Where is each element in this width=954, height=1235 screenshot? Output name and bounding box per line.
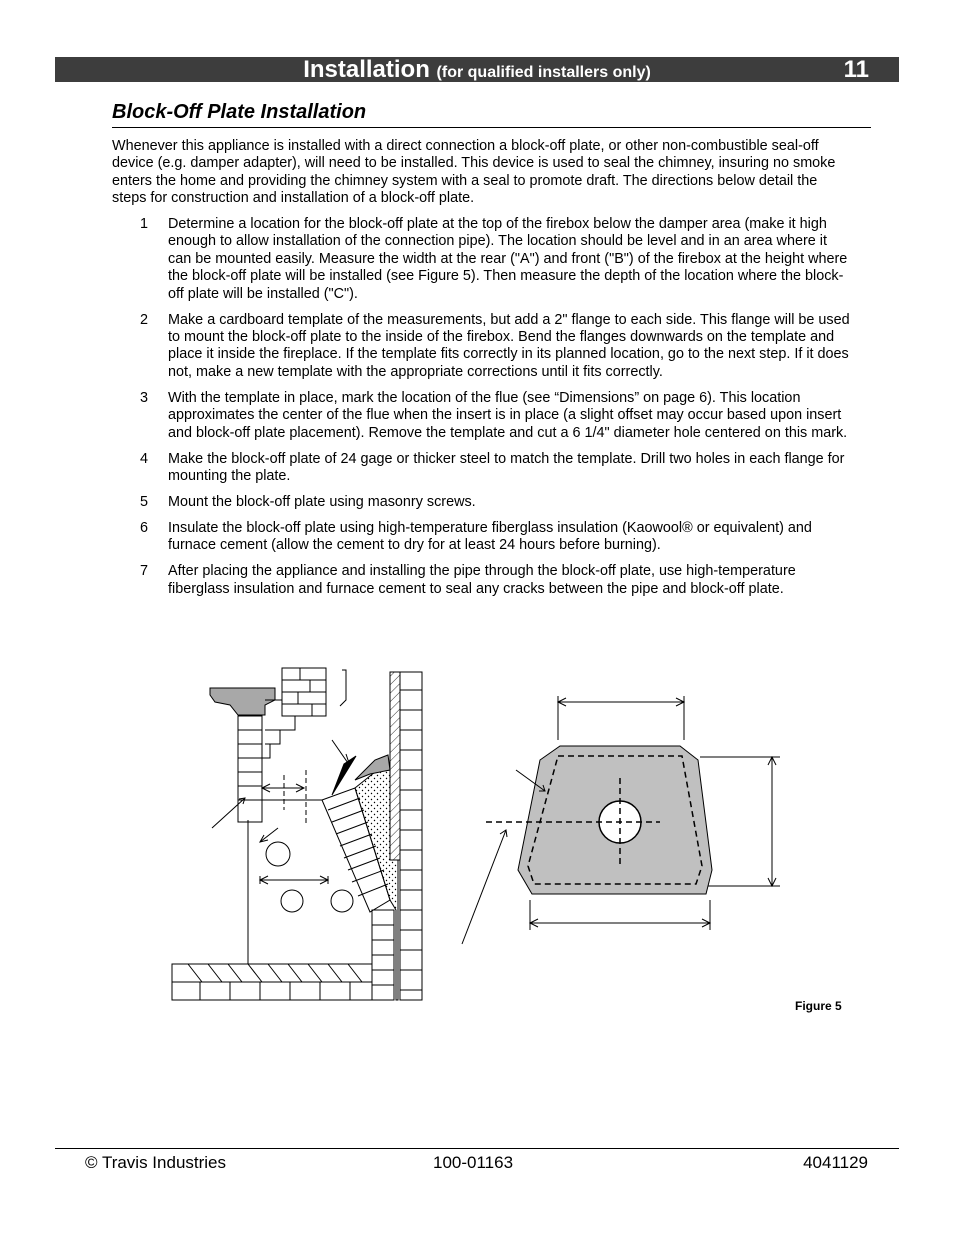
figure-caption: Figure 5 [795,999,842,1013]
fireplace-cross-section [172,668,422,1000]
step-item [112,390,852,442]
step-item [112,451,852,486]
footer-document-number: 100-01163 [433,1153,514,1172]
step-item [112,520,852,555]
step-text: After placing the appliance and installing the pipe through the block-off plate, use high-temperature fiberglass insulation and furnace cement to seal any cracks between the pipe and block-off plate. [168,563,796,597]
step-text: Determine a location for the block-off plate at the top of the firebox below the damper area (make it high enough to allow installation of the connection pipe). The location should be level and in an area where it can be mounted easily. Measure the width at the rear ("A") and front ("B") of the firebox at the height where the block-off plate will be installed (see Figure 5). Then measure the depth of the location where the block-off plate will be installed ("C"). [168,216,848,302]
figure-5-diagram [160,660,860,1010]
steps-list [112,216,852,607]
step-number: 1 [140,216,149,232]
header-title [55,57,899,85]
step-item [112,494,852,511]
step-text: Make a cardboard template of the measurements, but add a 2" flange to each side. This flange will be used to mount the block-off plate to the inside of the firebox. Bend the flanges downwards on the template and place it inside the fireplace. If the template fits correctly in its planned location, go to the next step. If it does not, make a new template with the appropriate corrections until it fits correctly. [168,311,850,380]
step-text: Insulate the block-off plate using high-temperature fiberglass insulation (Kaowool® or equivalent) and furnace cement (allow the cement to dry for at least 24 hours before burning). [168,520,812,554]
header-title-main: Installation [303,56,430,83]
footer-copyright: © Travis Industries [85,1153,227,1172]
step-number: 6 [140,520,149,537]
step-item [112,216,852,303]
footer-divider [55,1148,899,1149]
step-text: Make the block-off plate of 24 gage or thicker steel to match the template. Drill two holes in each flange for mounting the plate. [168,450,845,485]
step-text: With the template in place, mark the location of the flue (see “Dimensions” on page 6). This location approximates the center of the flue when the insert is in place (a slight offset may occur based upon insert and block-off plate placement). Remove the template and cut a 6 1/4" diameter hole centered on this mark. [168,389,848,441]
mantel [210,688,275,715]
header-subtitle: (for qualified installers only) [436,64,651,81]
block-off-plate-view [462,696,780,944]
step-number: 5 [140,494,149,511]
step-number: 3 [140,389,149,406]
step-text: Mount the block-off plate using masonry screws. [168,494,476,511]
step-number: 7 [140,563,149,580]
page-number: 11 [843,56,869,83]
step-number: 2 [140,311,149,328]
step-number: 4 [140,450,149,467]
footer-revision-code: 4041129 [803,1153,868,1172]
section-title: Block-Off Plate Installation [112,101,871,128]
header-bar [55,57,899,82]
intro-paragraph: Whenever this appliance is installed with a direct connection a block-off plate, or other non-combustible seal-off device (e.g. damper adapter), will need to be installed. This device is used to seal the chimney, insuring no smoke enters the home and providing the chimney system with a seal to promote draft. The directions below detail the steps for construction and installation of a block-off plate. [112,138,836,207]
step-item [112,563,852,598]
step-item [112,312,852,382]
